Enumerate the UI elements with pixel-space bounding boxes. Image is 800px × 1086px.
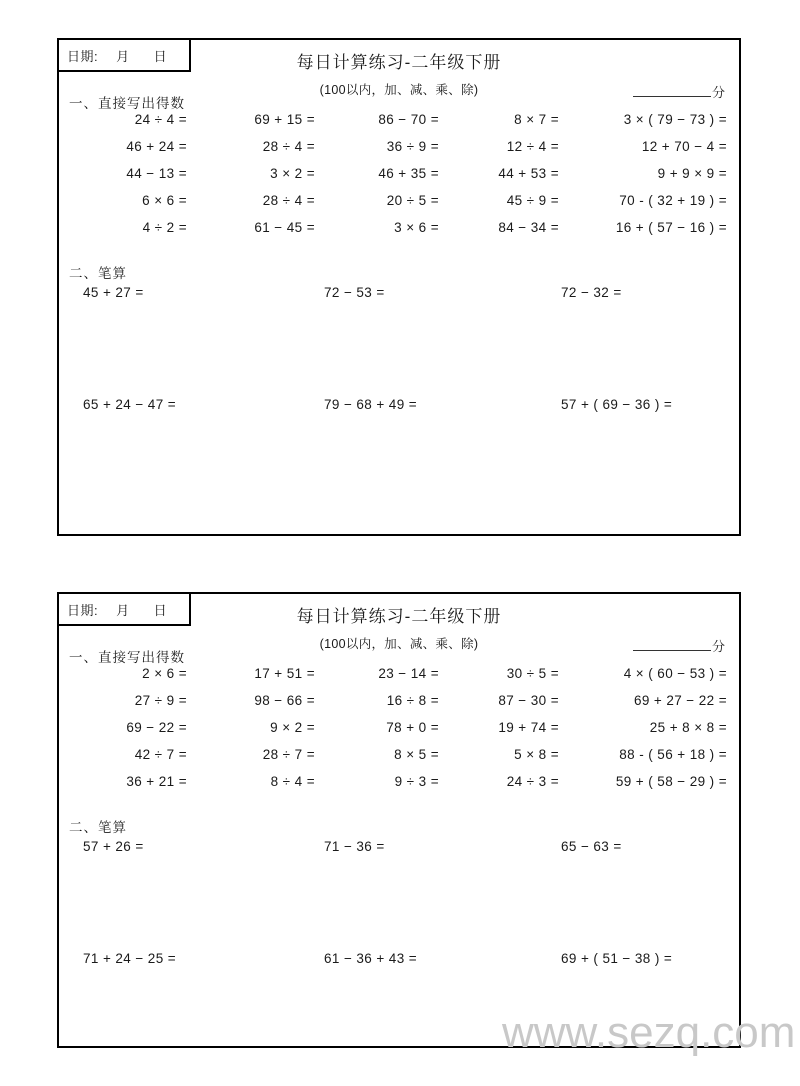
problem: 44 − 13 = [126, 166, 187, 181]
problem: 12 + 70 − 4 = [641, 139, 727, 154]
problem: 3 × 2 = [270, 166, 315, 181]
problem: 71 + 24 − 25 = [83, 951, 177, 966]
problem: 19 + 74 = [498, 720, 559, 735]
date-month-label: 月 [116, 48, 130, 64]
worksheet-page-2 [57, 592, 741, 1048]
date-day-label: 日 [153, 48, 168, 64]
problem: 46 + 35 = [378, 166, 439, 181]
written-problem-row [59, 397, 739, 421]
page-title: 每日计算练习-二年级下册 [296, 53, 502, 72]
problem: 24 ÷ 3 = [506, 774, 559, 789]
problem: 9 + 9 × 9 = [657, 166, 727, 181]
problem: 86 − 70 = [378, 112, 439, 127]
problem: 59 + ( 58 − 29 ) = [615, 774, 727, 789]
problem: 72 − 53 = [324, 285, 385, 300]
score-unit-label: 分 [711, 639, 725, 654]
date-label: 日期: [67, 48, 99, 64]
problem: 57 + ( 69 − 36 ) = [561, 397, 673, 412]
problem: 61 − 36 + 43 = [324, 951, 418, 966]
problem-row [59, 693, 739, 720]
score-line [633, 82, 725, 101]
problem: 8 × 5 = [394, 747, 439, 762]
problem-row [59, 166, 739, 193]
problem: 28 ÷ 7 = [262, 747, 315, 762]
score-unit-label: 分 [711, 85, 725, 100]
problem: 8 ÷ 4 = [270, 774, 315, 789]
problem: 12 ÷ 4 = [506, 139, 559, 154]
problem: 65 − 63 = [561, 839, 622, 854]
problem-row [59, 193, 739, 220]
page-subtitle: (100以内，加、减、乘、除) [319, 637, 479, 652]
written-problem-row [59, 839, 739, 863]
problem: 98 − 66 = [254, 693, 315, 708]
problem: 9 ÷ 3 = [394, 774, 439, 789]
problem: 17 + 51 = [254, 666, 315, 681]
problem: 36 + 21 = [126, 774, 187, 789]
worksheet-page-1 [57, 38, 741, 536]
problem: 3 × 6 = [394, 220, 439, 235]
problem: 4 × ( 60 − 53 ) = [623, 666, 727, 681]
problem: 36 ÷ 9 = [386, 139, 439, 154]
problem: 87 − 30 = [498, 693, 559, 708]
date-day-label: 日 [153, 602, 168, 618]
problem: 44 + 53 = [498, 166, 559, 181]
section-heading-written: 二、笔算 [69, 266, 127, 281]
problem: 8 × 7 = [514, 112, 559, 127]
problem: 69 + 15 = [254, 112, 315, 127]
problem: 6 × 6 = [142, 193, 187, 208]
problem: 84 − 34 = [498, 220, 559, 235]
problem: 57 + 26 = [83, 839, 144, 854]
problem: 71 − 36 = [324, 839, 385, 854]
date-month-label: 月 [116, 602, 130, 618]
problem: 45 ÷ 9 = [506, 193, 559, 208]
problem: 72 − 32 = [561, 285, 622, 300]
problem: 78 + 0 = [386, 720, 439, 735]
problem: 16 + ( 57 − 16 ) = [615, 220, 727, 235]
problem: 25 + 8 × 8 = [649, 720, 727, 735]
problem: 46 + 24 = [126, 139, 187, 154]
oral-calculation-grid [59, 112, 739, 247]
problem: 79 − 68 + 49 = [324, 397, 418, 412]
page-subtitle: (100以内，加、减、乘、除) [319, 83, 479, 98]
problem: 69 − 22 = [126, 720, 187, 735]
problem-row [59, 666, 739, 693]
problem: 42 ÷ 7 = [134, 747, 187, 762]
section-heading-oral: 一、直接写出得数 [69, 96, 185, 111]
problem-row [59, 747, 739, 774]
problem: 27 ÷ 9 = [134, 693, 187, 708]
section-heading-written: 二、笔算 [69, 820, 127, 835]
section-heading-oral: 一、直接写出得数 [69, 650, 185, 665]
problem: 28 ÷ 4 = [262, 139, 315, 154]
problem: 65 + 24 − 47 = [83, 397, 177, 412]
oral-calculation-grid [59, 666, 739, 801]
written-problem-row [59, 285, 739, 309]
problem: 23 − 14 = [378, 666, 439, 681]
problem: 70 - ( 32 + 19 ) = [619, 193, 727, 208]
problem: 88 - ( 56 + 18 ) = [619, 747, 727, 762]
date-box [57, 592, 191, 626]
problem-row [59, 220, 739, 247]
problem: 20 ÷ 5 = [386, 193, 439, 208]
problem: 69 + 27 − 22 = [633, 693, 727, 708]
written-problem-row [59, 951, 739, 975]
problem: 4 ÷ 2 = [142, 220, 187, 235]
score-line [633, 636, 725, 655]
problem-row [59, 720, 739, 747]
problem: 5 × 8 = [514, 747, 559, 762]
score-blank-rule [633, 96, 711, 97]
date-label: 日期: [67, 602, 99, 618]
problem-row [59, 774, 739, 801]
score-blank-rule [633, 650, 711, 651]
date-box [57, 38, 191, 72]
problem: 30 ÷ 5 = [506, 666, 559, 681]
problem: 24 ÷ 4 = [134, 112, 187, 127]
site-watermark: www.sezq.com [502, 1008, 796, 1057]
problem: 16 ÷ 8 = [386, 693, 439, 708]
problem-row [59, 139, 739, 166]
problem: 9 × 2 = [270, 720, 315, 735]
problem: 28 ÷ 4 = [262, 193, 315, 208]
problem: 61 − 45 = [254, 220, 315, 235]
problem: 45 + 27 = [83, 285, 144, 300]
page-title: 每日计算练习-二年级下册 [296, 607, 502, 626]
problem: 2 × 6 = [142, 666, 187, 681]
problem: 69 + ( 51 − 38 ) = [561, 951, 673, 966]
problem: 3 × ( 79 − 73 ) = [623, 112, 727, 127]
problem-row [59, 112, 739, 139]
